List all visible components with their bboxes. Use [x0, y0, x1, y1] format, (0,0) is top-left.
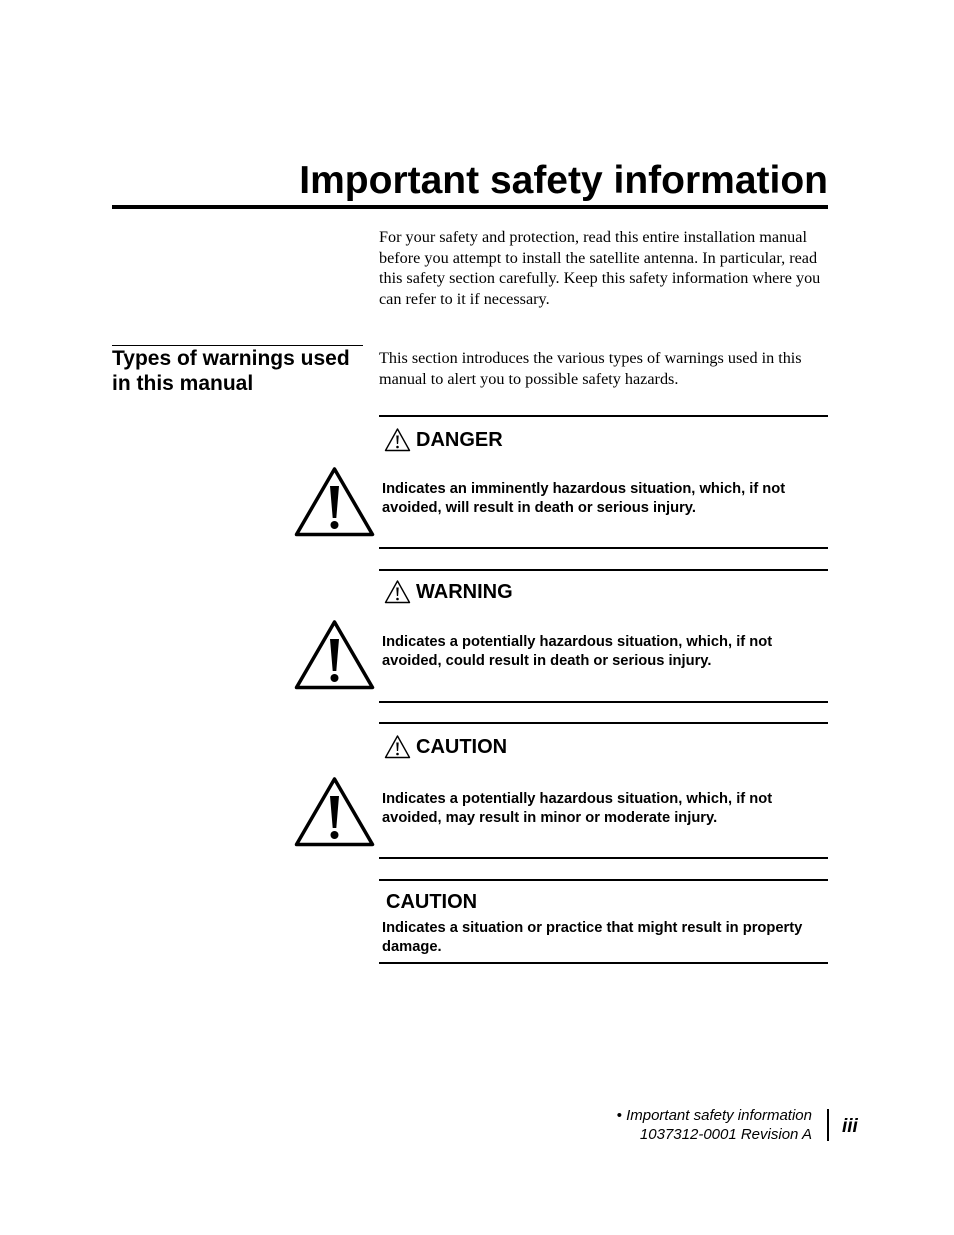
property-caution-header: [386, 890, 477, 914]
caution-header: [384, 734, 507, 759]
warning-triangle-icon: [294, 776, 375, 847]
footer-document-number: 1037312-0001 Revision A: [639, 1126, 812, 1143]
danger-label: DANGER: [416, 428, 503, 451]
warning-box: [379, 569, 828, 703]
intro-paragraph: For your safety and protection, read this entire installation manual before you attempt to install the satellite antenna. In particular, read this safety section carefully. Keep this safety information where you can refer to it if necessary.: [379, 228, 821, 308]
caution-description: Indicates a potentially hazardous situation, which, if not avoided, may result in minor or moderate injury.: [382, 791, 773, 826]
footer-rule: [827, 1109, 829, 1141]
section-intro-text: This section introduces the various types of warnings used in this manual to alert you to possible safety hazards.: [379, 349, 802, 388]
footer-section-title: • Important safety information: [616, 1107, 812, 1124]
property-caution-box: [379, 879, 828, 964]
section-heading: Types of warnings used in this manual: [112, 347, 350, 395]
danger-box: [379, 415, 828, 549]
warning-description: Indicates a potentially hazardous situation, which, if not avoided, could result in death or serious injury.: [382, 634, 773, 669]
title-rule: [112, 205, 828, 209]
warning-triangle-icon: [294, 466, 375, 537]
danger-header: [384, 427, 503, 452]
warning-triangle-icon: [384, 427, 411, 452]
warning-header: [384, 579, 513, 604]
caution-box: [379, 722, 828, 859]
property-caution-description: Indicates a situation or practice that might result in property damage.: [382, 920, 803, 955]
warning-triangle-icon: [384, 734, 411, 759]
warning-triangle-icon: [294, 619, 375, 690]
page-title: Important safety information: [299, 159, 828, 202]
warning-label: WARNING: [416, 580, 513, 603]
property-caution-label: CAUTION: [386, 891, 478, 913]
page-number: iii: [842, 1116, 858, 1137]
danger-description: Indicates an imminently hazardous situation, which, if not avoided, will result in death or serious injury.: [382, 481, 786, 516]
page-footer: [560, 1106, 812, 1144]
caution-label: CAUTION: [416, 735, 508, 758]
warning-triangle-icon: [384, 579, 411, 604]
